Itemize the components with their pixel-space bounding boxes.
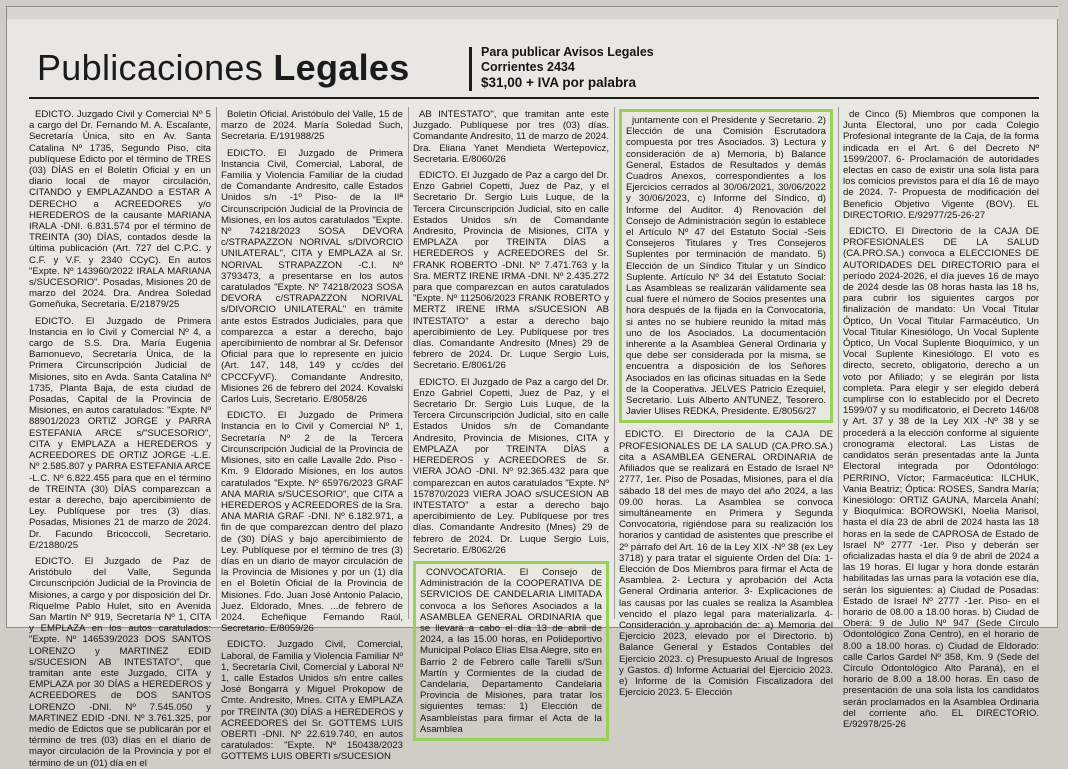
price-line: $31,00 + IVA por palabra: [481, 75, 636, 90]
column-divider: [408, 107, 409, 619]
contact-line-1: Para publicar Avisos Legales: [481, 45, 654, 59]
convocatoria-notice: CONVOCATORIA. El Consejo de Administración de la COOPERATIVA DE SERVICIOS DE CANDELARIA LIMITADA convoca a los Señores Asociados a la ASAMBLEA GENERAL ORDINARIA que se llevará a cabo el día 13 de abril de 2024, a las 15.00 horas, en Polideportivo Municipal Polaco Elías Elsa Alegre, sito en Barrio 2 de Febrero calle Tarelli s/Sun Martín y Cormientes de la ciudad de Candelaria, Departamento Candelaria Provincia de Misiones, para tratar los siguientes temas: 1) Elección de Asambleístas para firmar el Acta de la Asamblea: [420, 566, 602, 735]
column-3: [413, 109, 609, 735]
legal-notice: EDICTO. El Juzgado de Primera Instancia Civil, Comercial, Laboral, de Familia y Violencia Familiar de la ciudad de Comandante Andresito, calle Estados Unidos s/n -1º Piso- de la IIª Circunscripción Judicial de la Provincia de Misiones, en los autos caratulados "Expte. Nº 74218/2023 SOSA DEVORA c/STRAPAZZON NORIVAL s/DIVORCIO UNILATERAL", CITA y EMPLAZA al Sr. NORIVAL STRAPAZZON -C.I. Nº 3793473, a presentarse en los autos caratulados "Expte. Nº 74218/2023 SOSA DEVORA c/STRAPAZZON NORIVAL s/DIVORCIO UNILATERAL" en trámite ante estos Estrados Judiciales, para que comparezca a estar a derecho, bajo apercibimiento de nombrar al Sr. Defensor Oficial para que lo represente en juicio (Art. 147, 148, 149 y cc/des del CPCCFyVF). Comandante Andresito, Misiones 26 de febrero del 2024. Kovalski Carlos Luis, Secretario. E/8058/26: [221, 147, 403, 406]
highlighted-notice: [413, 561, 609, 741]
page-top-edge: [7, 7, 1059, 19]
highlighted-notice: [619, 109, 833, 423]
legal-notice: EDICTO. El Juzgado de Paz de Aristóbulo del Valle, Segunda Circunscripción Judicial de la Provincia de Misiones, a cargo y por disposición del Dr. Riquelme Pablo Hulet, sito en Avenida San Martín Nº 919, Secretaría Nº 1, CITA y EMPLAZA en los autos caratulados: "Expte. Nº 146539/2023 DOS SANTOS LORENZO y MARTINEZ EDID s/SUCESION AB INTESTATO", que tramitan ante este Juzgado, CITA y EMPLAZA por 30 DÍAS a HEREDEROS y ACREEDORES de DOS SANTOS LORENZO -DNI. Nº 7.545.050 y MARTINEZ EDID -DNI. Nº 3.761.325, por medio de Edictos que se publicarán por el término de tres (03) días en el diario de mayor circulación de la Provincia y por el término de un (01) día en el: [29, 555, 211, 769]
column-4: [619, 109, 833, 699]
legal-notice: EDICTO. El Juzgado de Primera Instancia en lo Civil y Comercial Nº 1, Secretaría Nº 2 de la Tercera Circunscripción Judicial de la Provincia de Misiones, sito en calle Lavalle 2do. Piso -Km. 9 Eldorado Misiones, en los autos caratulados "Expte. Nº 65976/2023 GRAF ANA MARIA s/SUCESORIO", que CITA a HEREDEROS y ACREEDORES de la Sra. ANA MARIA GRAF -DNI. Nº 6.182.971, a fin de que comparezcan dentro del plazo de (30) DÍAS y bajo apercibimiento de Ley. Publíquese por el término de tres (3) días en un diario de mayor circulación de la Provincia de Misiones y por un (1) día en el Boletín Oficial de la Provincia de Misiones. Fdo. Juan José Antonio Palacio, Juez. Eldorado, Mnes. ...de febrero de 2024. Echeñique Fernando Raúl, Secretario. E/8059/26: [221, 410, 403, 635]
column-1: [29, 109, 211, 769]
title-regular: Publicaciones: [37, 47, 274, 88]
header-rule: [29, 97, 1039, 99]
contact-info: [481, 45, 654, 90]
section-header: [29, 41, 1039, 97]
column-divider: [614, 107, 615, 619]
convocatoria-continuation: juntamente con el Presidente y Secretario. 2) Elección de una Comisión Escrutadora compuesta por tres Asociados. 3) Lectura y consideración de a) Memoria, b) Balance General, Estados de Resultados y demás Cuadros Anexos, correspondientes a los Ejercicios cerrados al 30/06/2021, 30/06/2022 y 30/06/2023, c) Informe del Síndico, d) Informe del Auditor. 4) Renovación del Consejo de Administración según lo establece el Artículo Nº 47 del Estatuto Social -Seis Consejeros Titulares y Tres Consejeros Suplentes por terminación de mandato. 5) Elección de un Síndico Titular y un Síndico Suplente. Artículo Nº 34 del Estatuto Social: Las Asambleas se realizarán válidamente sea cual fuere el número de Socios presentes una hora después de la fijada en la Convocatoria, si antes no se hubiere reunido la mitad más uno de los Asociados. La documentación inherente a la Asamblea General Ordinaria y que debe ser considerada por la misma, se encuentra a disposición de los Señores Asociados en las oficinas situadas en la Sede de la Cooperativa. JELVES Patricio Ezequiel, Secretario. Luis Alberto ANTUNEZ, Tesorero. Javier Ulises REDKA, Presidente. E/8056/27: [626, 115, 826, 418]
column-2: [221, 109, 403, 763]
legal-notice: de Cinco (5) Miembros que componen la Junta Electoral, uno por cada Colegio Profesional integrante de la Caja, de la forma indicada en el Art. 6 del Decreto Nº 1599/2007. 6- Proclamación de autoridades electas en caso de existir una sola lista para los comicios previstos para el día 16 de mayo de 2024. 7- Propuesta de modificación del Beneficio Objetivo Vigente (BOV). EL DIRECTORIO. E/92977/25-26-27: [843, 109, 1039, 221]
legal-notice: EDICTO. El Directorio de la CAJA DE PROFESIONALES DE LA SALUD (CA.PRO.SA.) convoca a ELECCIONES DE AUTORIDADES DEL DIRECTORIO para el período 2024-2026, el día jueves 16 de mayo de 2024 desde las 08 horas hasta las 18 hs, para cubrir los siguientes cargos por finalización de mandato: Un Vocal Titular Óptico, Un Vocal Titular Farmacéutico, Un Vocal Titular Kinesiólogo, Un Vocal Suplente Óptico, Un Vocal Suplente Bioquímico, y un Vocal Suplente Kinesiólogo. El voto es directo, secreto, obligatorio, derecho a un voto por Afiliado; y se elegirán por lista completa. Para elegir y ser elegido deberá cumplirse con lo establecido por el Decreto 1599/07 y su modificatorio, el Decreto 146/08 y Art. 37 y 38 de la Ley XIX -Nº 38 y se procederá a la elección conforme al siguiente cronograma electoral. Las Listas de candidatos serán presentadas ante la Junta Electoral integrada por Odontólogo: PERRINO, Víctor; Farmacéutica: ILCHUK, Vania Beatriz; Óptica: ROSES, Sandra María; Kinesiólogo: ORTIZ GAUNA, Marcela Anahí; y Bioquímica: BOROWSKI, Noelia Marisol, hasta el día 23 de abril de 2024 hasta las 18 horas en la sede de CAPROSA de Estado de Israel Nº 2777 -1er. Piso y deberán ser oficializadas hasta el día 9 de abril de 2024 a las 19 horas. El lugar y hora donde estarán habilitadas las urnas para la votación ese día, serán los siguientes: a) Ciudad de Posadas: Estado de Israel Nº 2777 -1er. Piso- en el horario de 08.00 a 18.00 horas. b) Ciudad de Oberá: 9 de Julio Nº 947 (Sede Círculo Odontológico Zona Centro), en el horario de 8.00 a 18.00 horas. c) Ciudad de Eldorado: calle Carlos Gardel Nº 358, Km. 9 (Sede del Círculo Odontológico Alto Paraná), en el horario de 8.00 a 18.00 horas. En caso de presentación de una sola lista los candidatos serán proclamados en la Asamblea Ordinaria del corriente año. EL DIRECTORIO. E/92978/25-26: [843, 226, 1039, 730]
legal-notice: AB INTESTATO", que tramitan ante este Juzgado. Publíquese por tres (03) días. Comandante Andresito, 11 de marzo de 2024. Dra. Eliana Yanet Mendieta Wertepovicz, Secretaria. E/8060/26: [413, 109, 609, 165]
legal-notice: EDICTO. El Juzgado de Primera Instancia en lo Civil y Comercial Nº 4, a cargo de S.S. Dra. María Eugenia Bamonuevo, Secretaría Única, de la Primera Circunscripción Judicial de Misiones, sito en Avda. Santa Catalina Nº 1735, Planta Baja, de esta ciudad de Posadas, Capital de la Provincia de Misiones, en autos caratulados: "Expte. Nº 88901/2023 ORTIZ JORGE y PARRA ESTEFANIA ARCE s/"SUCESORIO", CITA y EMPLAZA a HEREDEROS y ACREEDORES DE ORTIZ JORGE -L.E. Nº 2.585.807 y PARRA ESTEFANIA ARCE -L.C. Nº 6.822.455 para que en el término de TREINTA (30) DÍAS comparezcan a estar a derecho, bajo apercibimiento de Ley. Publíquese por tres (3) días. Posadas, Misiones 21 de marzo de 2024. Dr. Facundo Bricoccoli, Secretario. E/21880/25: [29, 315, 211, 551]
legal-notice: EDICTO. El Juzgado de Paz a cargo del Dr. Enzo Gabriel Copetti, Juez de Paz, y el Secretario Dr. Sergio Luis Luque, de la Tercera Circunscripción Judicial, sito en calle Estados Unidos s/n de Comandante Andresito, Provincia de Misiones, CITA y EMPLAZA por TREINTA DÍAS a HEREDEROS y ACREEDORES del Sr. FRANK ROBERTO -DNI. Nº 7.471.763 y la Sra. MERTZ IRENE IRMA -DNI. Nº 2.435.272 para que comparezcan en autos caratulados "Expte. Nº 112506/2023 FRANK ROBERTO y MERTZ IRENE IRMA s/SUCESION AB INTESTATO" a estar a derecho bajo apercibimiento de Ley. Publíquese por tres días. Comandante Andresito (Mnes) 29 de febrero de 2024. Dr. Luque Sergio Luis, Secretario. E/8061/26: [413, 170, 609, 372]
newspaper-page: [6, 6, 1058, 769]
column-divider: [216, 107, 217, 619]
legal-notice: EDICTO. Juzgado Civil, Comercial, Laboral, de Familia y Violencia Familiar Nº 1, Secretaría Civil, Comercial y Laboral Nº 1, calle Estados Unidos s/n entre calles José Bongarrá y Miguel Prokopow de Cmte. Andresito, Mnes. CITA y EMPLAZA por TREINTA (30) DÍAS a HEREDEROS y ACREEDORES del Sr. GOTTEMS LUIS OBERTI -DNI. Nº 22.619.740, en autos caratulados: "Expte. Nº 150438/2023 GOTTEMS LUIS OBERTI s/SUCESION: [221, 639, 403, 763]
header-divider: [469, 47, 472, 91]
legal-notice: EDICTO. El Directorio de la CAJA DE PROFESIONALES DE LA SALUD (CA.PRO.SA.) cita a ASAMBLEA GENERAL ORDINARIA de Afiliados que se realizará en Estado de Israel Nº 2777, 1er. Piso de Posadas, Misiones, para el día sábado 18 del mes de mayo del año 2024, a las 09.00 horas. La Asamblea se convoca simultáneamente en Primera y Segunda Convocatoria, rigiéndose para su realización los horarios y cantidad de asistentes que prescribe el 2º párrafo del Art. 16 de la Ley XIX -Nº 38 (ex Ley 3718) y para tratar el siguiente Orden del Día: 1- Elección de Dos Miembros para firmar el Acta de Asamblea. 2- Lectura y aprobación del Acta General Ordinaria anterior. 3- Explicaciones de las causas por las cuales se realiza la Asamblea vencido el plazo legal para materializarla. 4- Consideración y aprobación de: a) Memoria del Ejercicio 2023, elevado por el Directorio. b) Balance General y Estados Contables del Ejercicio 2023. c) Presupuesto Anual de Ingresos y Gastos. d) Informe Actuarial del Ejercicio 2023. e) Informe de la Comisión Fiscalizadora del Ejercicio 2023. 5- Elección: [619, 429, 833, 699]
legal-notice: EDICTO. Juzgado Civil y Comercial Nº 5 a cargo del Dr. Fernando M. A. Escalante, Secretaría Única, sito en Av. Santa Catalina Nº 1735, Segundo Piso, cita publíquese Edicto por el término de TRES (03) DÍAS en el Boletín Oficial y en un diario local de mayor circulación, CITANDO y EMPLAZANDO a ESTAR A DERECHO a ACREEDORES y/o HEREDEROS de la causante MARIANA IRALA -DNI. 6.831.574 por el término de TREINTA (30) DÍAS, contados desde la última publicación (Art. 727 del C.P.C. y C.F. y V.F. y 2340 CCyC). En autos "Expte. Nº 143960/2022 IRALA MARIANA s/SUCESORIO". Posadas, Misiones 20 de marzo del 2024. Dra. Andrea Soledad Gomeñuka, Secretaria. E/21879/25: [29, 109, 211, 311]
column-divider: [838, 107, 839, 619]
section-title: [37, 47, 410, 89]
legal-notice: EDICTO. El Juzgado de Paz a cargo del Dr. Enzo Gabriel Copetti, Juez de Paz, y el Secretario Dr. Sergio Luis Luque, de la Tercera Circunscripción Judicial, sito en calle Estados Unidos s/n de Comandante Andresito, Provincia de Misiones, CITA y EMPLAZA por TREINTA DÍAS a HEREDEROS y ACREEDORES de Sr. VIERA JOAO -DNI. Nº 92.365.432 para que comparezcan en autos caratulados "Expte. Nº 157870/2023 VIERA JOAO s/SUCESION AB INTESTATO" a estar a derecho bajo apercibimiento de Ley. Publíquese por tres días. Comandante Andresito (Mnes) 29 de febrero de 2024. Dr. Luque Sergio Luis, Secretario. E/8062/26: [413, 376, 609, 556]
column-5: [843, 109, 1039, 730]
legal-notice: Boletín Oficial. Aristóbulo del Valle, 15 de marzo de 2024. María Soledad Such, Secretaria. E/191988/25: [221, 109, 403, 143]
contact-line-2: Corrientes 2434: [481, 60, 575, 74]
title-bold: Legales: [273, 47, 410, 88]
